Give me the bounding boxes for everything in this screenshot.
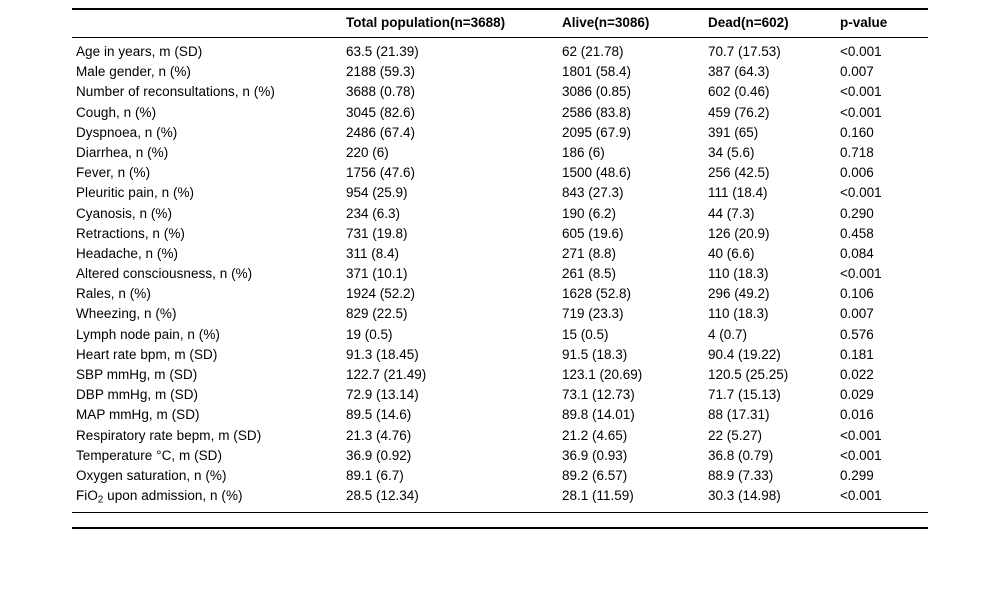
cell-dead: 256 (42.5) xyxy=(708,165,770,181)
cell-alive: 91.5 (18.3) xyxy=(562,346,628,362)
cell-total: 89.1 (6.7) xyxy=(346,467,404,483)
cell-p-value: 0.029 xyxy=(840,387,874,403)
row-label: Temperature °C, m (SD) xyxy=(76,447,223,463)
cell-p-value: 0.181 xyxy=(840,346,874,362)
cell-alive: 21.2 (4.65) xyxy=(562,427,628,443)
table-header xyxy=(72,9,928,38)
row-label: Cough, n (%) xyxy=(76,104,157,120)
cell-total: 1924 (52.2) xyxy=(346,286,416,302)
row-label: Altered consciousness, n (%) xyxy=(76,266,253,282)
cell-p-value: 0.016 xyxy=(840,407,874,423)
table-row xyxy=(72,102,928,122)
table-row xyxy=(72,38,928,62)
table-row xyxy=(72,344,928,364)
cell-dead: 88 (17.31) xyxy=(708,407,770,423)
column-header-variable xyxy=(72,9,342,38)
column-header-dead: Dead(n=602) xyxy=(708,15,789,30)
table-row xyxy=(72,243,928,263)
table-row xyxy=(72,183,928,203)
cell-alive: 28.1 (11.59) xyxy=(562,488,634,504)
row-label: Diarrhea, n (%) xyxy=(76,144,169,160)
cell-dead: 387 (64.3) xyxy=(708,64,770,80)
cell-alive: 89.2 (6.57) xyxy=(562,467,628,483)
cell-dead: 71.7 (15.13) xyxy=(708,387,781,403)
table-row xyxy=(72,304,928,324)
cell-alive: 73.1 (12.73) xyxy=(562,387,635,403)
row-label: Wheezing, n (%) xyxy=(76,306,177,322)
table-row xyxy=(72,263,928,283)
cell-p-value: <0.001 xyxy=(840,427,882,443)
cell-p-value: 0.290 xyxy=(840,205,874,221)
cell-dead: 459 (76.2) xyxy=(708,104,770,120)
cell-dead: 111 (18.4) xyxy=(708,185,768,201)
cell-total: 371 (10.1) xyxy=(346,266,408,282)
cell-dead: 110 (18.3) xyxy=(708,306,769,322)
cell-total: 829 (22.5) xyxy=(346,306,408,322)
cell-total: 220 (6) xyxy=(346,144,389,160)
cell-alive: 271 (8.8) xyxy=(562,245,617,261)
cell-total: 89.5 (14.6) xyxy=(346,407,412,423)
row-label: Rales, n (%) xyxy=(76,286,151,302)
cell-total: 311 (8.4) xyxy=(346,245,400,261)
cell-p-value: 0.084 xyxy=(840,245,874,261)
table-header-row xyxy=(72,9,928,38)
cell-p-value: <0.001 xyxy=(840,185,882,201)
cell-alive: 2095 (67.9) xyxy=(562,124,632,140)
table-row xyxy=(72,163,928,183)
row-label: Respiratory rate bepm, m (SD) xyxy=(76,427,262,443)
cell-total: 234 (6.3) xyxy=(346,205,401,221)
row-label: DBP mmHg, m (SD) xyxy=(76,387,199,403)
cell-p-value: 0.576 xyxy=(840,326,874,342)
row-label: MAP mmHg, m (SD) xyxy=(76,407,200,423)
cell-alive: 1801 (58.4) xyxy=(562,64,632,80)
clinical-characteristics-table-container xyxy=(72,8,928,529)
cell-dead: 70.7 (17.53) xyxy=(708,44,781,59)
cell-total: 63.5 (21.39) xyxy=(346,44,419,59)
row-label: FiO$_2$ upon admission, n (%) xyxy=(76,488,243,506)
cell-alive: 719 (23.3) xyxy=(562,306,624,322)
row-label: Age in years, m (SD) xyxy=(76,44,203,59)
cell-alive: 261 (8.5) xyxy=(562,266,617,282)
table-row xyxy=(72,425,928,445)
row-label: Headache, n (%) xyxy=(76,245,179,261)
cell-total: 36.9 (0.92) xyxy=(346,447,412,463)
cell-dead: 88.9 (7.33) xyxy=(708,467,774,483)
row-label: SBP mmHg, m (SD) xyxy=(76,367,198,382)
cell-p-value: 0.007 xyxy=(840,64,874,80)
cell-alive: 36.9 (0.93) xyxy=(562,447,628,463)
cell-alive: 3086 (0.85) xyxy=(562,84,632,100)
cell-total: 1756 (47.6) xyxy=(346,165,416,181)
cell-dead: 4 (0.7) xyxy=(708,326,748,342)
clinical-characteristics-table xyxy=(72,8,928,529)
cell-dead: 44 (7.3) xyxy=(708,205,755,221)
table-body xyxy=(72,38,928,513)
cell-dead: 110 (18.3) xyxy=(708,266,769,282)
table-row xyxy=(72,324,928,344)
cell-p-value: 0.007 xyxy=(840,306,874,322)
cell-total: 2486 (67.4) xyxy=(346,124,416,140)
cell-dead: 36.8 (0.79) xyxy=(708,447,774,463)
cell-alive: 843 (27.3) xyxy=(562,185,624,201)
cell-alive: 89.8 (14.01) xyxy=(562,407,635,423)
cell-p-value: 0.299 xyxy=(840,467,874,483)
table-row xyxy=(72,82,928,102)
row-label: Number of reconsultations, n (%) xyxy=(76,84,275,100)
row-label: Fever, n (%) xyxy=(76,165,151,181)
cell-total: 2188 (59.3) xyxy=(346,64,416,80)
cell-dead: 120.5 (25.25) xyxy=(708,367,789,382)
row-label: Cyanosis, n (%) xyxy=(76,205,173,221)
cell-dead: 126 (20.9) xyxy=(708,225,770,241)
column-header-total-population: Total population(n=3688) xyxy=(346,15,506,30)
cell-p-value: 0.718 xyxy=(840,144,874,160)
column-header-alive: Alive(n=3086) xyxy=(562,15,650,30)
cell-p-value: 0.458 xyxy=(840,225,874,241)
table-row xyxy=(72,284,928,304)
cell-p-value: 0.006 xyxy=(840,165,874,181)
cell-alive: 190 (6.2) xyxy=(562,205,617,221)
column-header-p-value: p-value xyxy=(840,15,888,30)
table-row xyxy=(72,364,928,384)
row-label: Oxygen saturation, n (%) xyxy=(76,467,227,483)
cell-total: 731 (19.8) xyxy=(346,225,408,241)
cell-p-value: <0.001 xyxy=(840,488,882,504)
table-row xyxy=(72,405,928,425)
cell-alive: 605 (19.6) xyxy=(562,225,624,241)
cell-dead: 90.4 (19.22) xyxy=(708,346,781,362)
cell-dead: 22 (5.27) xyxy=(708,427,763,443)
cell-p-value: <0.001 xyxy=(840,84,882,100)
table-row xyxy=(72,385,928,405)
cell-total: 19 (0.5) xyxy=(346,326,393,342)
cell-p-value: 0.022 xyxy=(840,367,874,382)
cell-total: 3688 (0.78) xyxy=(346,84,416,100)
row-label: Lymph node pain, n (%) xyxy=(76,326,220,342)
cell-alive: 1628 (52.8) xyxy=(562,286,632,302)
cell-dead: 296 (49.2) xyxy=(708,286,770,302)
cell-dead: 391 (65) xyxy=(708,124,759,140)
cell-total: 28.5 (12.34) xyxy=(346,488,419,504)
cell-total: 954 (25.9) xyxy=(346,185,408,201)
cell-total: 72.9 (13.14) xyxy=(346,387,419,403)
cell-alive: 186 (6) xyxy=(562,144,605,160)
cell-p-value: <0.001 xyxy=(840,104,882,120)
cell-total: 122.7 (21.49) xyxy=(346,367,427,382)
table-row xyxy=(72,203,928,223)
bottom-rule xyxy=(72,512,928,528)
cell-dead: 34 (5.6) xyxy=(708,144,755,160)
cell-p-value: 0.106 xyxy=(840,286,874,302)
table-row xyxy=(72,122,928,142)
row-label: Dyspnoea, n (%) xyxy=(76,124,178,140)
cell-total: 21.3 (4.76) xyxy=(346,427,412,443)
cell-p-value: <0.001 xyxy=(840,266,882,282)
cell-alive: 62 (21.78) xyxy=(562,44,624,59)
cell-alive: 15 (0.5) xyxy=(562,326,609,342)
cell-total: 91.3 (18.45) xyxy=(346,346,419,362)
table-row xyxy=(72,465,928,485)
table-row xyxy=(72,445,928,465)
table-row xyxy=(72,223,928,243)
cell-total: 3045 (82.6) xyxy=(346,104,416,120)
cell-p-value: 0.160 xyxy=(840,124,874,140)
row-label: Retractions, n (%) xyxy=(76,225,185,241)
cell-alive: 123.1 (20.69) xyxy=(562,367,643,382)
row-label: Pleuritic pain, n (%) xyxy=(76,185,195,201)
table-row xyxy=(72,142,928,162)
cell-alive: 2586 (83.8) xyxy=(562,104,632,120)
table-footer-rule xyxy=(72,512,928,528)
cell-p-value: <0.001 xyxy=(840,447,882,463)
cell-dead: 40 (6.6) xyxy=(708,245,755,261)
table-row xyxy=(72,486,928,513)
cell-alive: 1500 (48.6) xyxy=(562,165,632,181)
table-row xyxy=(72,62,928,82)
row-label: Heart rate bpm, m (SD) xyxy=(76,346,218,362)
cell-dead: 602 (0.46) xyxy=(708,84,770,100)
cell-p-value: <0.001 xyxy=(840,44,882,59)
row-label: Male gender, n (%) xyxy=(76,64,191,80)
cell-dead: 30.3 (14.98) xyxy=(708,488,781,504)
